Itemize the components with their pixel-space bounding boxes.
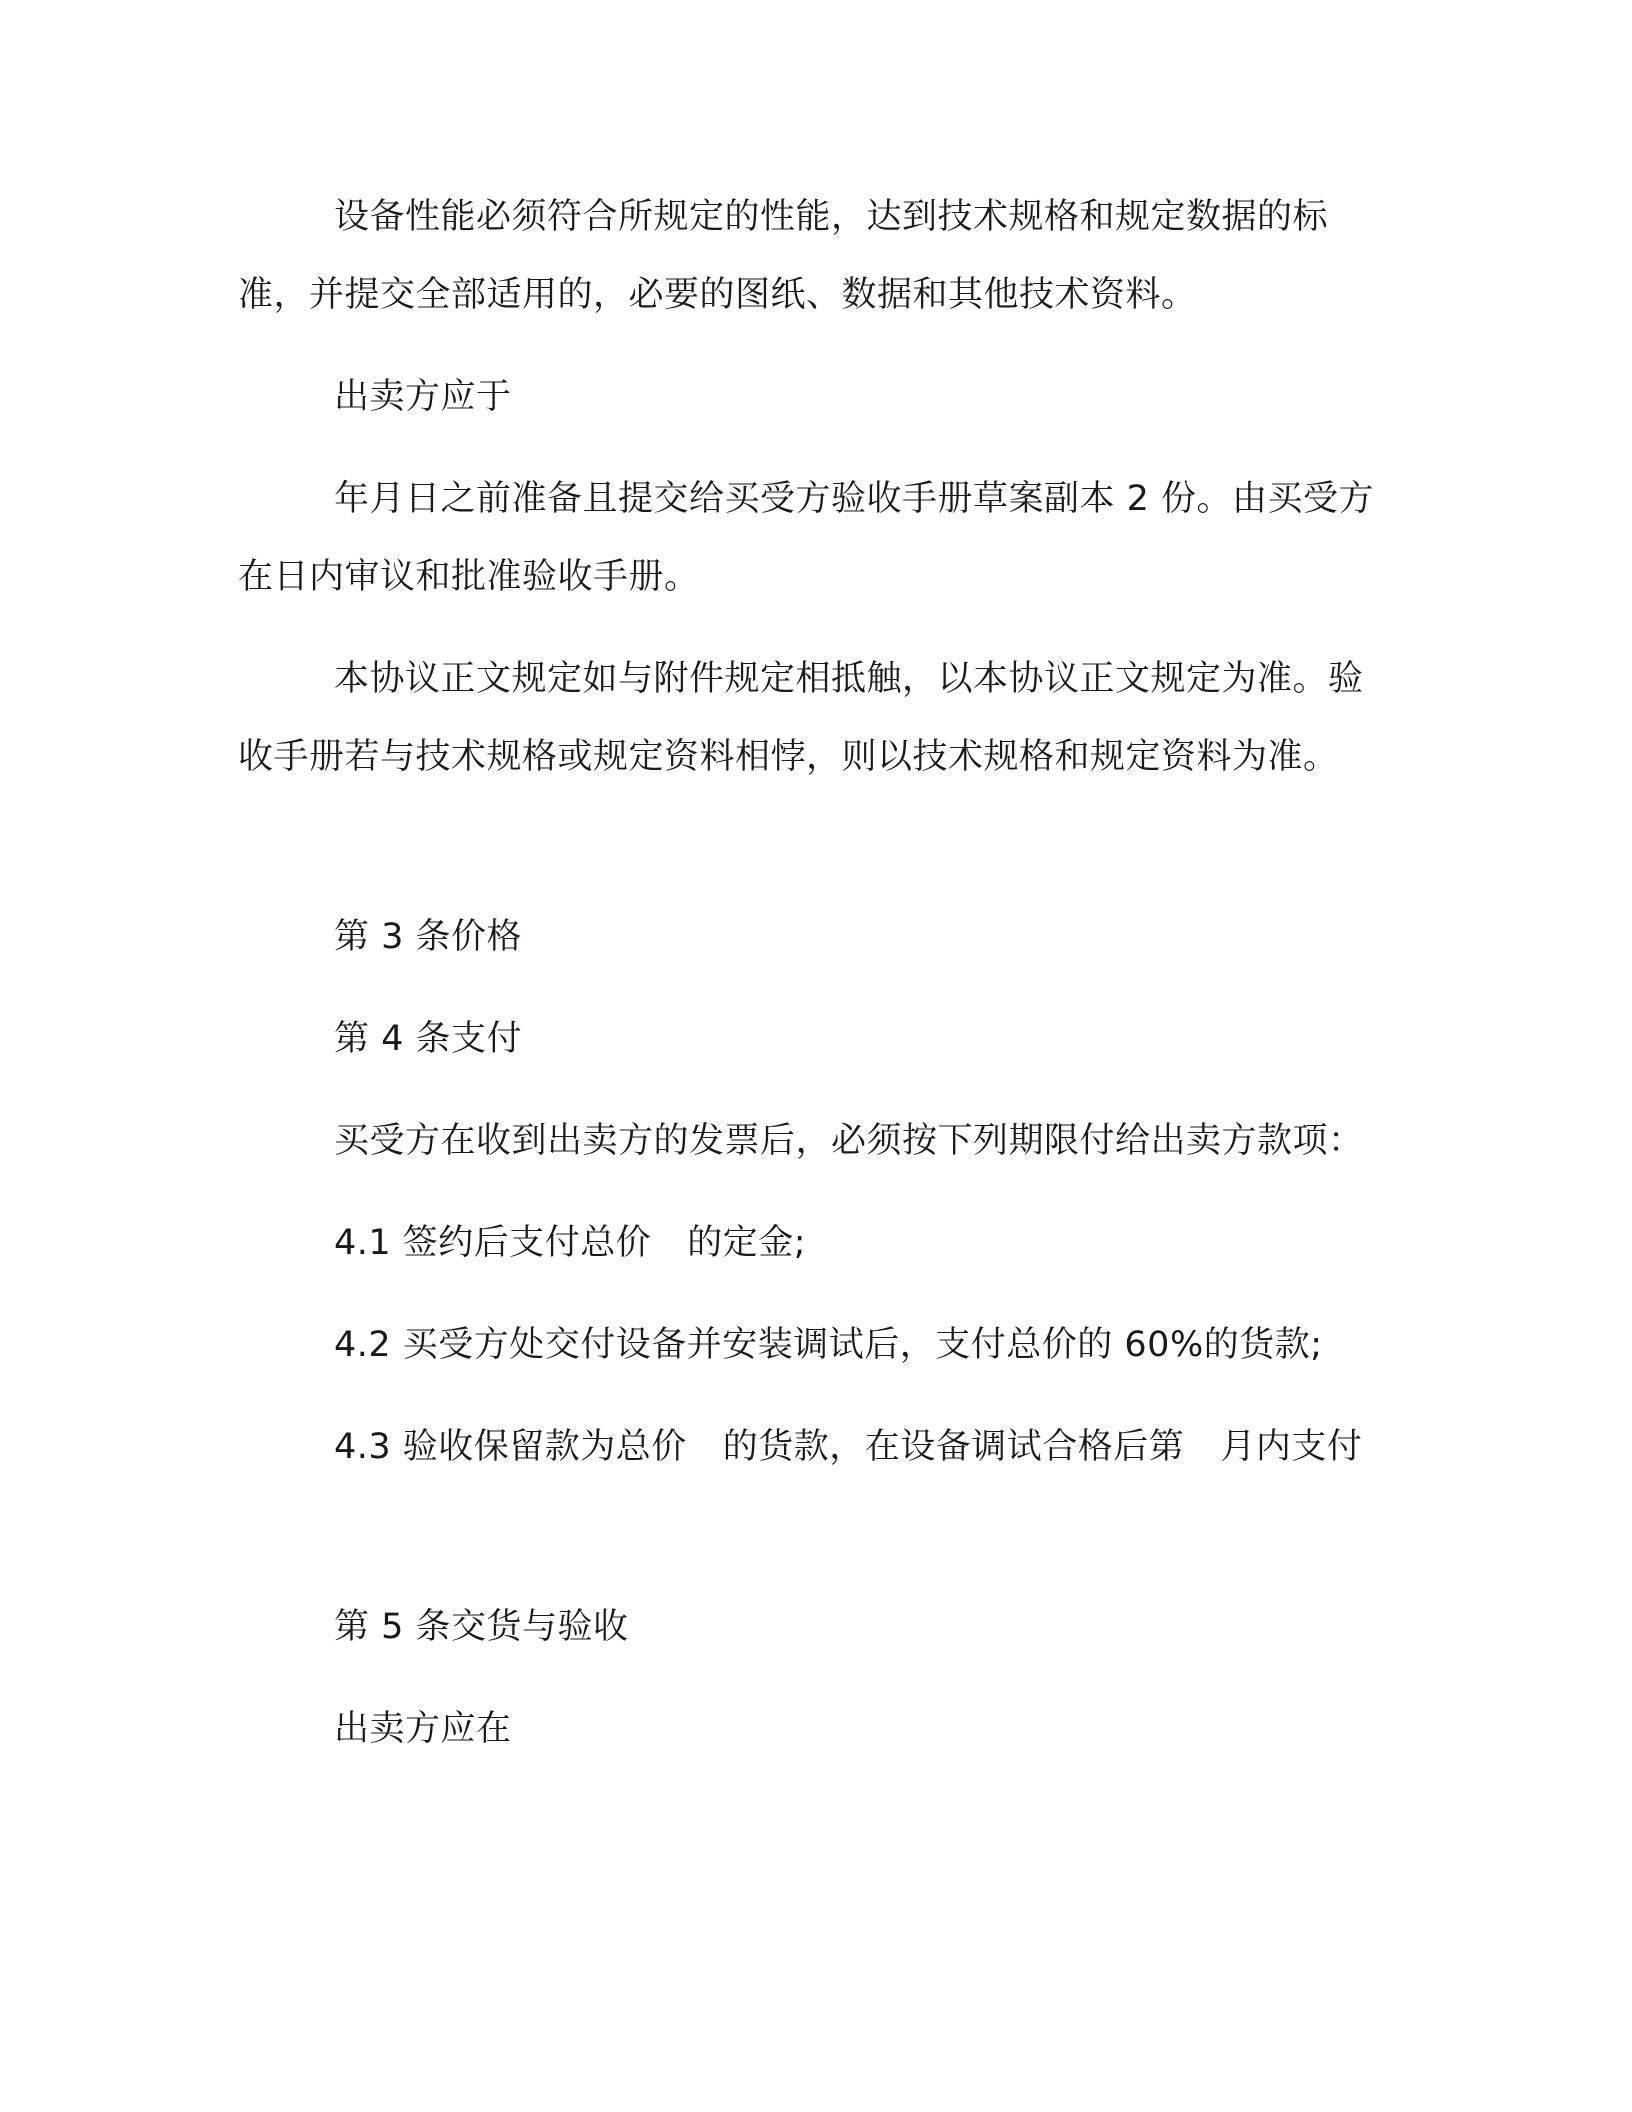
payment-4-3-part-1: 4.3 验收保留款为总价 bbox=[334, 1427, 687, 1467]
payment-4-1-part-1: 4.1 签约后支付总价 bbox=[334, 1223, 652, 1263]
heading-article-3-price: 第 3 条价格 bbox=[334, 917, 523, 957]
payment-4-3-part-2: 的货款，在设备调试合格后第 bbox=[722, 1427, 1185, 1467]
paragraph-payment-4-3 bbox=[238, 1408, 1388, 1486]
heading-article-5-delivery: 第 5 条交货与验收 bbox=[334, 1607, 629, 1647]
paragraph-payment-4-1 bbox=[238, 1204, 1388, 1282]
paragraph-seller-shall-deliver: 出卖方应在 bbox=[334, 1709, 512, 1749]
paragraph-precedence-clause: 本协议正文规定如与附件规定相抵触，以本协议正文规定为准。验收手册若与技术规格或规定资料相悖，则以技术规格和规定资料为准。 bbox=[238, 659, 1364, 777]
payment-4-3-part-3: 月内支付 bbox=[1220, 1427, 1363, 1467]
paragraph-payment-4-2: 4.2 买受方处交付设备并安装调试后，支付总价的 60%的货款; bbox=[334, 1325, 1323, 1365]
paragraph-acceptance-manual-draft: 年月日之前准备且提交给买受方验收手册草案副本 2 份。由买受方在日内审议和批准验收手册。 bbox=[238, 479, 1375, 597]
paragraph-seller-shall: 出卖方应于 bbox=[334, 377, 512, 417]
paragraph-payment-terms: 买受方在收到出卖方的发票后，必须按下列期限付给出卖方款项： bbox=[334, 1121, 1364, 1161]
paragraph-equipment-performance: 设备性能必须符合所规定的性能，达到技术规格和规定数据的标准，并提交全部适用的，必要的图纸、数据和其他技术资料。 bbox=[238, 197, 1329, 315]
payment-4-1-part-2: 的定金; bbox=[687, 1223, 807, 1263]
heading-article-4-payment: 第 4 条支付 bbox=[334, 1019, 523, 1059]
